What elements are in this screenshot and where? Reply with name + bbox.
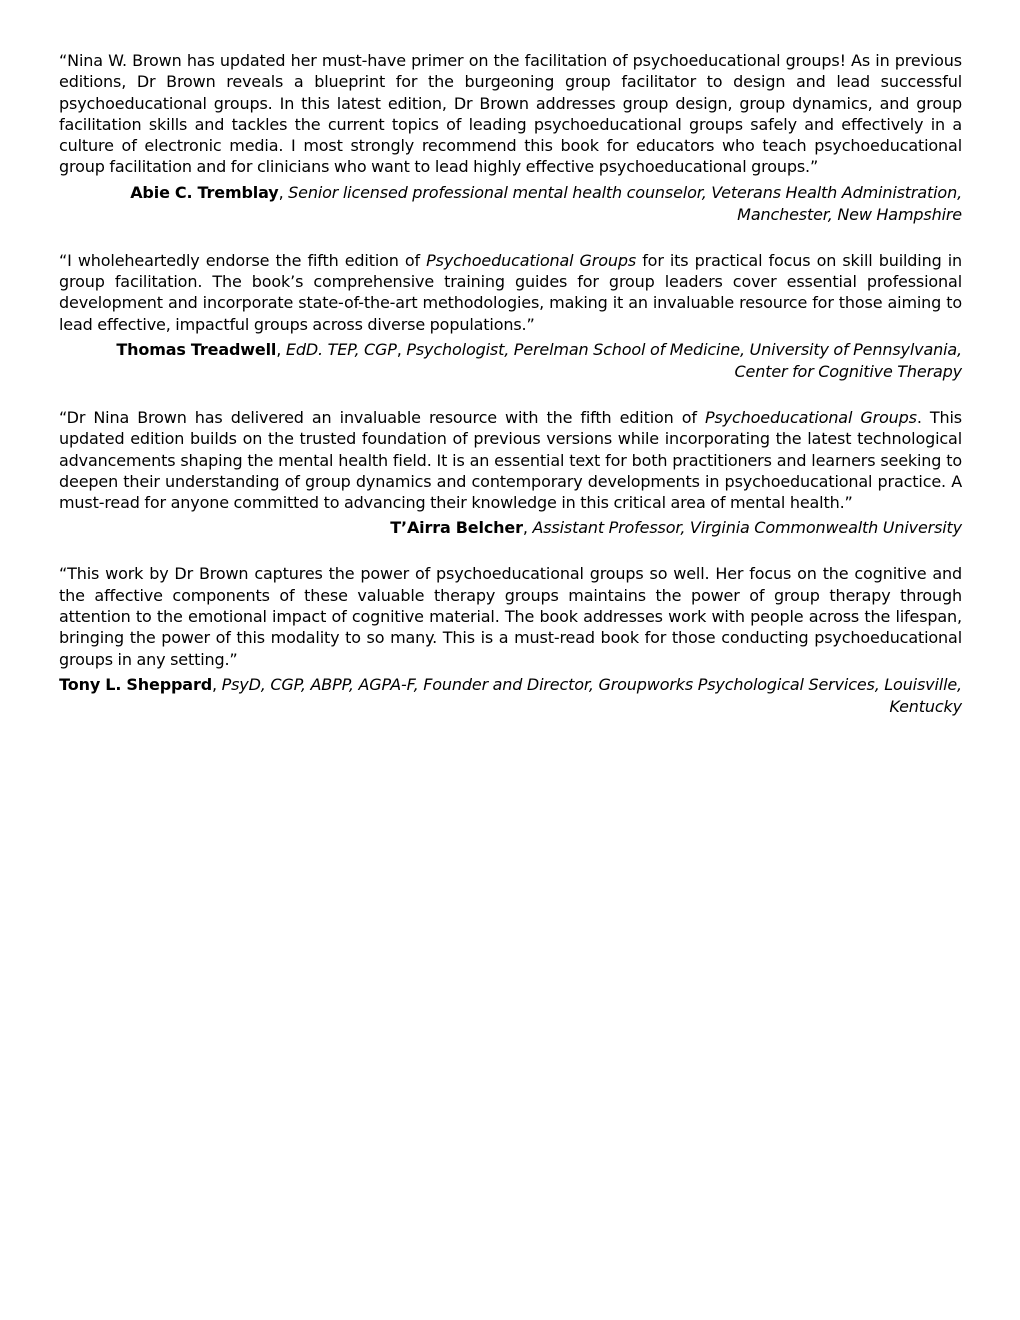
endorsement [59,250,962,383]
endorser-name: Tony L. Sheppard [59,674,213,694]
separator: , [212,674,222,694]
endorser-title: Senior licensed professional mental health counselor, Veterans Health Administration, Manchester, New Hampshire [288,182,962,224]
endorser-name: Thomas Treadwell [116,339,277,359]
endorser-title: Psychologist, Perelman School of Medicine, University of Pennsylvania, Center for Cognitive Therapy [406,339,962,381]
book-title: Psychoeducational Groups [426,250,637,270]
endorsement-quote [59,407,962,513]
endorser-name: Abie C. Tremblay [130,182,279,202]
endorsement [59,50,962,226]
endorsement-quote [59,563,962,669]
endorsement [59,407,962,539]
book-title: Psychoeducational Groups [704,407,917,427]
endorsement [59,563,962,717]
endorser-title: PsyD, CGP, ABPP, AGPA-F, Founder and Director, Groupworks Psychological Services, Louisville, Kentucky [221,674,962,716]
endorsement-quote [59,250,962,335]
endorser-credentials: EdD. TEP, CGP [285,339,397,359]
separator: , [396,339,407,359]
quote-text: “Dr Nina Brown has delivered an invaluable resource with the fifth edition of [59,407,705,427]
separator: , [278,182,289,202]
endorser-name: T’Airra Belcher [390,518,523,538]
quote-text: . This updated edition builds on the trusted foundation of previous versions while incorporating the latest technological advancements shaping the mental health field. It is an essential text for both practitioners and learners seeking to deepen their understanding of group dynamics and contemporary developments in psychoeducational practice. A must-read for anyone committed to advancing their knowledge in this critical area of mental health.” [59,407,962,513]
quote-text: “I wholeheartedly endorse the fifth edition of [59,250,427,270]
endorsement-attribution [59,339,962,383]
endorsement-attribution [59,517,962,539]
quote-text: “This work by Dr Brown captures the power of psychoeducational groups so well. Her focus on the cognitive and the affective components of these valuable therapy groups maintains the power of group therapy through attention to the emotional impact of cognitive material. The book addresses work with people across the lifespan, bringing the power of this modality to so many. This is a must-read book for those conducting psychoeducational groups in any setting.” [59,564,962,669]
separator: , [276,339,286,359]
endorsement-attribution [59,182,962,226]
quote-text: for its practical focus on skill building in group facilitation. The book’s comprehensive training guides for group leaders cover essential professional development and incorporate state-of-the-art methodologies, making it an invaluable resource for those aiming to lead effective, impactful groups across diverse populations.” [59,250,963,334]
endorser-title: Assistant Professor, Virginia Commonwealth University [532,518,962,538]
endorsement-attribution [59,674,962,718]
endorsement-quote [59,50,962,178]
quote-text: “Nina W. Brown has updated her must-have primer on the facilitation of psychoeducational groups! As in previous editions, Dr Brown reveals a blueprint for the burgeoning group facilitator to design and lead successful psychoeducational groups. In this latest edition, Dr Brown addresses group design, group dynamics, and group facilitation skills and tackles the current topics of leading psychoeducational groups safely and effectively in a culture of electronic media. I most strongly recommend this book for educators who teach psychoeducational group facilitation and for clinicians who want to lead highly effective psychoeducational groups.” [59,51,962,177]
separator: , [522,518,533,538]
